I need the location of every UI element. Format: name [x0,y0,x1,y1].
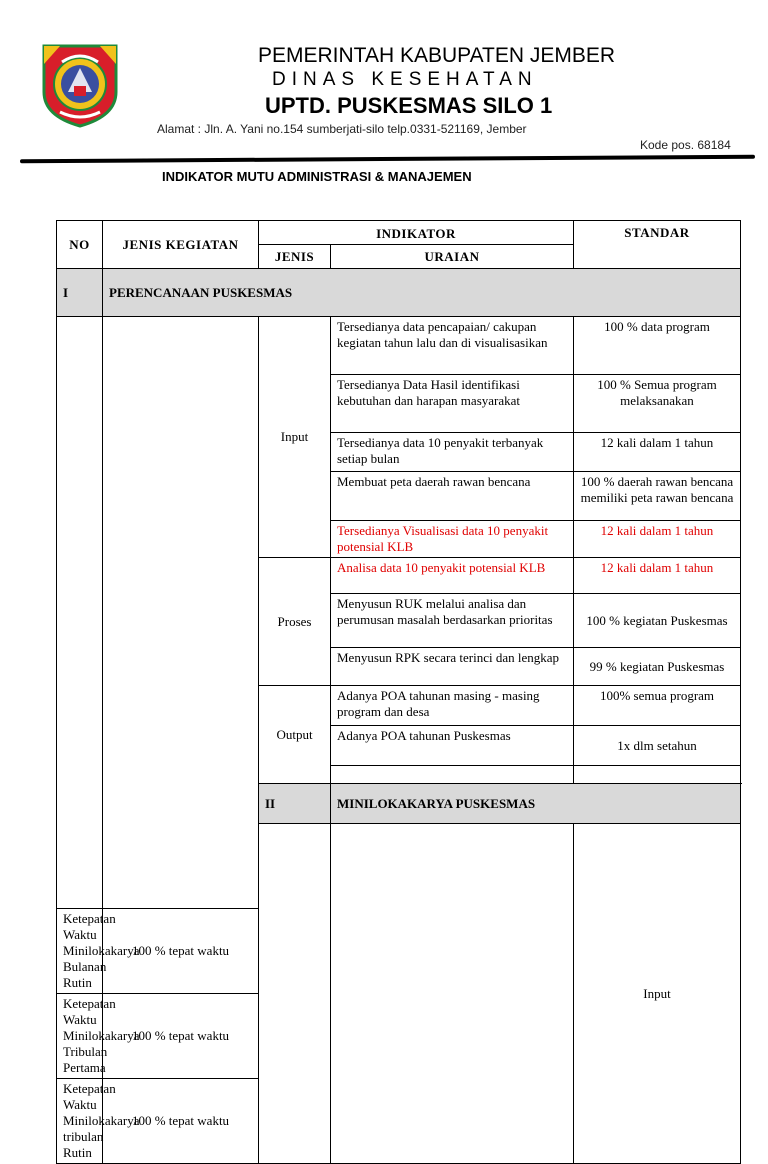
section-number-cell [57,317,103,909]
indicator-standard: 100 % tepat waktu [103,909,259,994]
indicator-type: Output [259,686,331,784]
indicator-description: Adanya POA tahunan masing - masing program dan desa [331,686,574,726]
kabupaten-jember-logo [40,42,120,128]
indicator-description: Tersedianya Visualisasi data 10 penyakit potensial KLB [331,521,574,558]
indicator-description: Ketepatan Waktu Minilokakarya Tribulan Pertama [57,994,103,1079]
header-row [57,221,741,245]
letterhead-address: Alamat : Jln. A. Yani no.154 sumberjati-silo telp.0331-521169, Jember [157,122,527,136]
activity-cell [103,317,259,909]
section-number: I [57,269,103,317]
indicator-standard: 99 % kegiatan Puskesmas [574,648,741,686]
indicator-description: Adanya POA tahunan Puskesmas [331,726,574,766]
indicator-type: Proses [259,558,331,686]
section-row [57,269,741,317]
indicator-description: Tersedianya data 10 penyakit terbanyak setiap bulan [331,433,574,472]
header-uraian: URAIAN [331,245,574,269]
section-title: MINILOKAKARYA PUSKESMAS [331,784,741,824]
header-jenis-kegiatan: JENIS KEGIATAN [103,221,259,269]
indicator-standard: 12 kali dalam 1 tahun [574,558,741,594]
indicator-description: Tersedianya Data Hasil identifikasi kebutuhan dan harapan masyarakat [331,375,574,433]
letterhead-institution: UPTD. PUSKESMAS SILO 1 [265,93,553,118]
header-indikator: INDIKATOR [259,221,574,245]
activity-cell [331,824,574,1164]
section-title: PERENCANAAN PUSKESMAS [103,269,741,317]
indicator-description: Ketepatan Waktu Minilokakarya tribulan Rutin [57,1079,103,1164]
indicator-standard: 100 % tepat waktu [103,994,259,1079]
indicator-description: Membuat peta daerah rawan bencana [331,472,574,521]
header-standar: STANDAR [574,221,741,269]
indicator-standard [574,766,741,784]
document-title: INDIKATOR MUTU ADMINISTRASI & MANAJEMEN [162,169,472,184]
indicator-standard: 1x dlm setahun [574,726,741,766]
letterhead-government: PEMERINTAH KABUPATEN JEMBER [258,44,616,67]
indicator-standard: 12 kali dalam 1 tahun [574,521,741,558]
indicator-description: Tersedianya data pencapaian/ cakupan kegiatan tahun lalu dan di visualisasikan [331,317,574,375]
letterhead-department: DINAS KESEHATAN [272,69,538,90]
indicator-description [331,766,574,784]
indicator-description: Menyusun RPK secara terinci dan lengkap [331,648,574,686]
indicator-standard: 100 % data program [574,317,741,375]
indicator-standard: 100 % Semua program melaksanakan [574,375,741,433]
section-number: II [259,784,331,824]
indicator-description: Ketepatan Waktu Minilokakarya Bulanan Rutin [57,909,103,994]
indicator-standard: 100 % tepat waktu [103,1079,259,1164]
indicator-standard: 100 % kegiatan Puskesmas [574,594,741,648]
header-jenis: JENIS [259,245,331,269]
table-row [57,317,741,375]
section-number-cell [259,824,331,1164]
indicator-standard: 100% semua program [574,686,741,726]
indicator-type: Input [574,824,741,1164]
indicator-type: Input [259,317,331,558]
indicator-table [56,220,741,1164]
indicator-standard: 12 kali dalam 1 tahun [574,433,741,472]
letterhead-postal-code: Kode pos. 68184 [640,138,731,152]
indicator-standard: 100 % daerah rawan bencana memiliki peta rawan bencana [574,472,741,521]
indicator-description: Menyusun RUK melalui analisa dan perumusan masalah berdasarkan prioritas [331,594,574,648]
indicator-description: Analisa data 10 penyakit potensial KLB [331,558,574,594]
letterhead-divider [20,155,755,163]
header-no: NO [57,221,103,269]
